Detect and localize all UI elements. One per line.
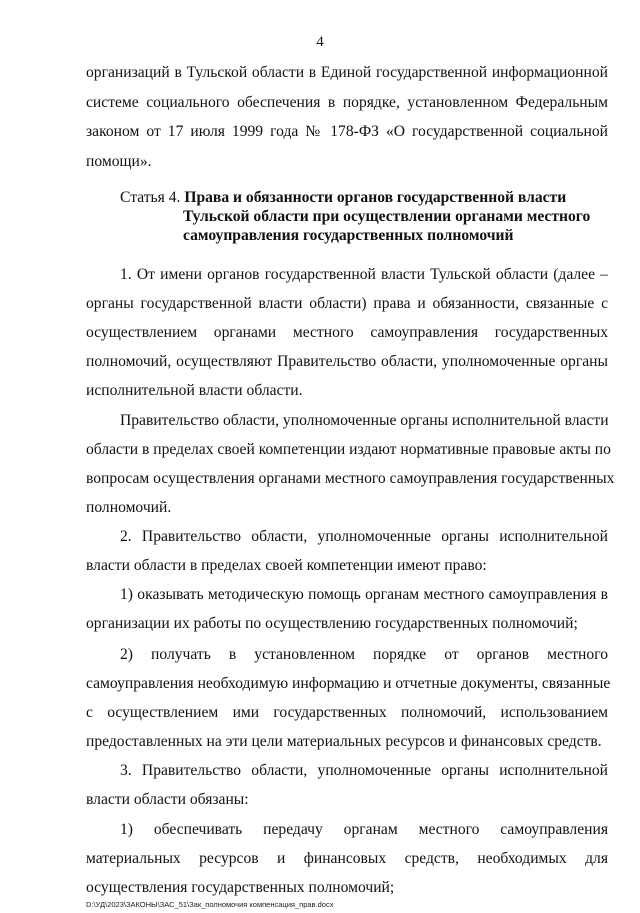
p7-line-1: 1) обеспечивать передачу органам местного самоуправления (120, 821, 608, 838)
p4-line-2: организации их работы по осуществлению государственных полномочий; (86, 615, 578, 632)
p5-line-2: самоуправления необходимую информацию и отчетные документы, связанные (86, 675, 611, 692)
p6-line-1: 3. Правительство области, уполномоченные органы исполнительной (120, 762, 608, 779)
p5-line-3: с осуществлением ими государственных полномочий, использованием (86, 704, 608, 721)
p1-line-5: исполнительной власти области. (86, 382, 303, 399)
p6-line-2: власти области обязаны: (86, 791, 249, 808)
intro-line-4: помощи». (86, 153, 152, 170)
p1-line-4: полномочий, осуществляют Правительство области, уполномоченные органы (86, 353, 608, 370)
p5-line-4: предоставленных на эти цели материальных ресурсов и финансовых средств. (86, 733, 602, 750)
p1-line-2: органы государственной власти области) права и обязанности, связанные с (86, 295, 608, 312)
intro-line-1: организаций в Тульской области в Единой государственной информационной (86, 64, 608, 81)
p7-line-3: осуществления государственных полномочий; (86, 879, 395, 896)
footer-file-path: D:\УД\2023\ЗАКОНЫ\ЗАС_51\Зак_полномочия компенсация_прав.docx (86, 900, 334, 909)
intro-line-3: законом от 17 июля 1999 года № 178-ФЗ «О государственной социальной (86, 123, 608, 140)
p7-line-2: материальных ресурсов и финансовых средств, необходимых для (86, 850, 608, 867)
article-heading (120, 187, 590, 208)
p2-line-4: полномочий. (86, 499, 172, 516)
p3-line-1: 2. Правительство области, уполномоченные органы исполнительной (120, 528, 608, 545)
p1-line-3: осуществлением органами местного самоуправления государственных (86, 324, 608, 341)
intro-line-2: системе социального обеспечения в порядке, установленном Федеральным (86, 94, 608, 111)
article-title-line-2: Тульской области при осуществлении органами местного (183, 208, 591, 225)
p2-line-2: области в пределах своей компетенции издают нормативные правовые акты по (86, 441, 611, 458)
article-label: Статья 4. (120, 189, 181, 206)
article-title-line-1: Права и обязанности органов государственной власти (184, 189, 567, 206)
p4-line-1: 1) оказывать методическую помощь органам местного самоуправления в (120, 586, 608, 603)
p5-line-1: 2) получать в установленном порядке от органов местного (120, 646, 608, 663)
page-number: 4 (316, 34, 324, 50)
p2-line-1: Правительство области, уполномоченные органы исполнительной власти (120, 412, 609, 429)
p2-line-3: вопросам осуществления органами местного самоуправления государственных (86, 470, 615, 487)
p1-line-1: 1. От имени органов государственной власти Тульской области (далее – (120, 266, 608, 283)
article-title-line-3: самоуправления государственных полномочий (183, 227, 514, 244)
p3-line-2: власти области в пределах своей компетенции имеют право: (86, 557, 487, 574)
